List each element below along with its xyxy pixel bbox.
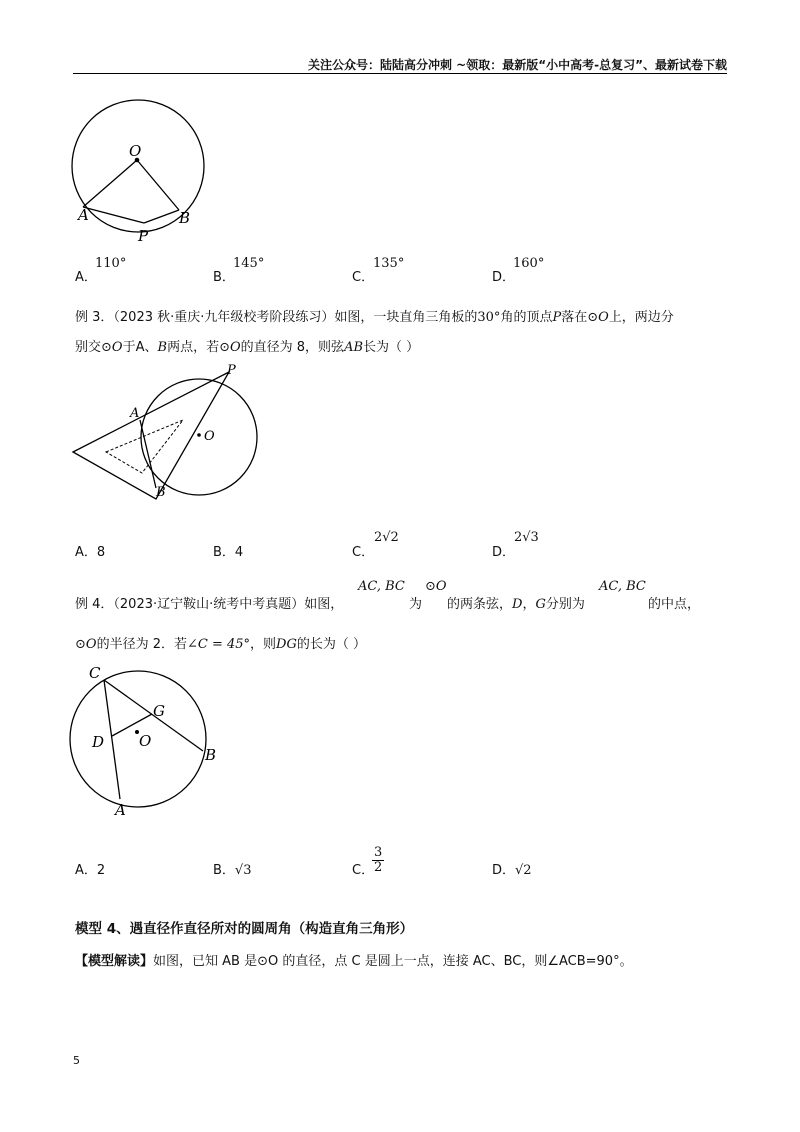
- q2-option-d[interactable]: D．: [492, 270, 516, 285]
- q2-option-c-value: 135°: [373, 256, 405, 271]
- q4-line2: ⊙O的半径为 2．若∠C = 45°，则DG的长为（ ）: [75, 637, 366, 652]
- segment-oa: [83, 160, 137, 207]
- q4-option-c-fraction: $\frac{3}{2}$: [374, 845, 383, 875]
- model-explanation: [75, 950, 633, 969]
- figure-triangle-circle: [70, 362, 270, 502]
- q4-acbc-2: AC, BC: [599, 579, 646, 594]
- header-rule: [73, 73, 727, 74]
- q4-option-b[interactable]: B．√3: [213, 863, 252, 878]
- q4-line1-mid: 的两条弦，D，G分别为: [447, 597, 585, 612]
- q3-line2: 别交⊙O于A、B两点，若⊙O的直径为 8，则弦AB长为（ ）: [75, 340, 420, 355]
- q4-line1-end: 的中点，: [648, 597, 701, 612]
- q3-option-c-value: 2√2: [374, 530, 399, 545]
- explanation-text: 如图，已知 AB 是⊙O 的直径，点 C 是圆上一点，连接 AC、BC，则∠ACB=90°。: [153, 954, 633, 969]
- label-a: A: [130, 406, 140, 421]
- label-p: P: [138, 227, 149, 245]
- label-o: O: [204, 429, 215, 444]
- page-header: 关注公众号：陆陆高分冲刺 ~领取：最新版“小中高考-总复习”、最新试卷下载: [308, 58, 727, 72]
- label-b: B: [205, 746, 217, 764]
- q4-line1-start: 例 4．（2023·辽宁鞍山·统考中考真题）如图，: [75, 597, 344, 612]
- segment-ob: [137, 160, 179, 210]
- segment-ap: [83, 207, 144, 223]
- q2-option-d-value: 160°: [513, 256, 545, 271]
- label-a: A: [78, 206, 89, 224]
- q3-option-d[interactable]: D．: [492, 545, 516, 560]
- label-c: C: [89, 664, 101, 682]
- label-g: G: [153, 702, 165, 720]
- q3-option-c[interactable]: C．: [352, 545, 375, 560]
- center-point: [197, 433, 201, 437]
- section-title: 模型 4、遇直径作直径所对的圆周角（构造直角三角形）: [75, 921, 414, 937]
- page-number: 5: [73, 1054, 80, 1067]
- label-o: O: [139, 732, 152, 750]
- q2-option-a[interactable]: A．: [75, 270, 97, 285]
- figure-circle-opb: [66, 98, 216, 248]
- q2-option-b-value: 145°: [233, 256, 265, 271]
- q3-line1: 例 3．（2023 秋·重庆·九年级校考阶段练习）如图，一块直角三角板的30°角的顶点P落在⊙O上，两边分: [75, 310, 674, 325]
- label-b: B: [156, 485, 166, 500]
- figure-chords-circle: [66, 656, 236, 821]
- q4-option-c[interactable]: C．: [352, 863, 375, 878]
- q3-option-a[interactable]: A．8: [75, 545, 106, 560]
- chord-ab: [140, 420, 156, 488]
- q2-option-a-value: 110°: [95, 256, 127, 271]
- explanation-tag: 【模型解读】: [75, 954, 154, 969]
- label-o: O: [129, 142, 142, 160]
- label-b: B: [179, 209, 191, 227]
- q3-option-d-value: 2√3: [514, 530, 539, 545]
- label-a: A: [115, 801, 126, 819]
- q3-option-b[interactable]: B．4: [213, 545, 244, 560]
- triangle-board-inner: [106, 420, 183, 473]
- q4-acbc-1: AC, BC: [358, 579, 405, 594]
- chord-ca: [104, 680, 120, 799]
- circle-o: [141, 379, 257, 495]
- label-d: D: [92, 733, 105, 751]
- q4-circle-1: ⊙O: [425, 579, 447, 594]
- label-p: P: [227, 363, 236, 378]
- q2-option-b[interactable]: B．: [213, 270, 235, 285]
- q4-option-d[interactable]: D．√2: [492, 863, 532, 878]
- q2-option-c[interactable]: C．: [352, 270, 375, 285]
- q4-word-wei: 为: [409, 597, 423, 612]
- q4-option-a[interactable]: A．2: [75, 863, 106, 878]
